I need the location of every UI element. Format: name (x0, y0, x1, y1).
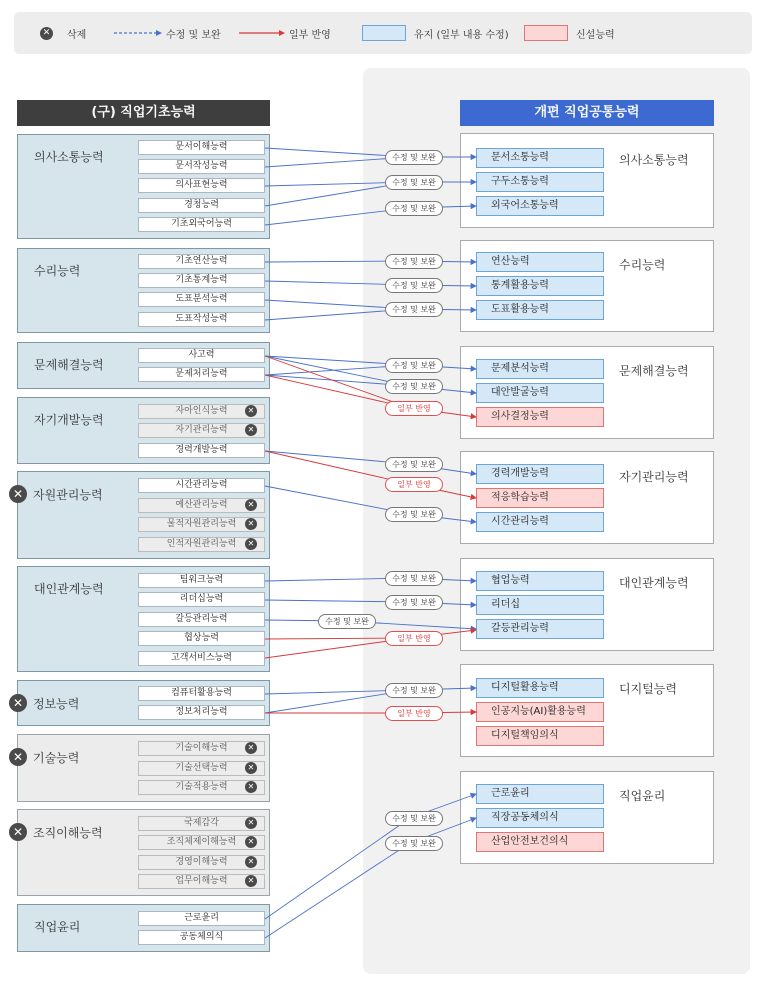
new-group-name: 직업윤리 (619, 789, 666, 803)
new-item-keep: 경력개발능력 (476, 464, 604, 484)
old-group-label: 조직이해능력 (33, 825, 103, 840)
new-item-keep: 직장공동체의식 (476, 808, 604, 828)
x-circle-icon: ✕ (245, 856, 257, 868)
new-item-keep: 구두소통능력 (476, 172, 604, 192)
old-item: 기초외국어능력 (138, 217, 265, 232)
x-circle-icon: ✕ (40, 27, 53, 40)
revise-pill: 수정 및 보완 (385, 507, 443, 522)
x-circle-icon: ✕ (245, 538, 257, 550)
new-item-keep: 문서소통능력 (476, 148, 604, 168)
old-item-label: 기술선택능력 (175, 763, 228, 773)
connector (265, 794, 476, 919)
revise-pill: 수정 및 보완 (385, 278, 443, 293)
new-group-name: 문제해결능력 (619, 364, 689, 378)
old-item-label: 자기관리능력 (175, 425, 228, 435)
revise-pill: 수정 및 보완 (318, 614, 376, 629)
new-header: 개편 직업공통능력 (460, 100, 714, 126)
old-item: 정보처리능력 (138, 705, 265, 720)
old-item: 리더십능력 (138, 592, 265, 607)
old-item-label: 기술적용능력 (175, 782, 228, 792)
old-group-label: 자원관리능력 (33, 487, 103, 502)
partial-pill: 일부 반영 (385, 631, 443, 646)
old-item: 문서작성능력 (138, 159, 265, 174)
old-group-name: 문제해결능력 (34, 358, 104, 372)
legend-new-label: 신설능력 (576, 29, 615, 41)
old-group-name: 수리능력 (34, 264, 81, 278)
old-item: 기초연산능력 (138, 254, 265, 269)
old-item: 팀워크능력 (138, 573, 265, 588)
connector (265, 630, 476, 639)
old-group-name: 직업윤리 (34, 920, 81, 934)
new-group-name: 의사소통능력 (619, 153, 689, 167)
x-circle-icon: ✕ (245, 405, 257, 417)
new-group-name: 대인관계능력 (619, 576, 689, 590)
old-header: (구) 직업기초능력 (17, 100, 270, 126)
legend-delete-label: 삭제 (67, 29, 87, 41)
revise-pill: 수정 및 보완 (385, 683, 443, 698)
revise-pill: 수정 및 보완 (385, 201, 443, 216)
legend-keep-label: 유지 (일부 내용 수정) (414, 29, 509, 41)
connector (265, 300, 476, 310)
revise-pill: 수정 및 보완 (385, 379, 443, 394)
old-item: 문제처리능력 (138, 367, 265, 382)
connector (265, 451, 476, 474)
old-item-label: 물적자원관리능력 (166, 519, 237, 529)
connector (265, 600, 476, 605)
new-item-new: 인공지능(AI)활용능력 (476, 702, 604, 722)
connector (265, 578, 476, 581)
new-item-keep: 통계활용능력 (476, 276, 604, 296)
x-circle-icon: ✕ (9, 823, 27, 841)
x-circle-icon: ✕ (9, 485, 27, 503)
new-item-keep: 대안발굴능력 (476, 383, 604, 403)
old-item: 갈등관리능력 (138, 612, 265, 627)
old-item: 경청능력 (138, 198, 265, 213)
old-item: 도표작성능력 (138, 312, 265, 327)
old-item: 공동체의식 (138, 930, 265, 945)
x-circle-icon: ✕ (245, 875, 257, 887)
new-group-name: 자기관리능력 (619, 470, 689, 484)
old-item: 기초통계능력 (138, 273, 265, 288)
connector (265, 356, 476, 393)
old-item: 근로윤리 (138, 911, 265, 926)
revise-pill: 수정 및 보완 (385, 358, 443, 373)
old-group-name: 대인관계능력 (34, 582, 104, 596)
partial-pill: 일부 반영 (385, 401, 443, 416)
old-item: 도표분석능력 (138, 292, 265, 307)
revise-pill: 수정 및 보완 (385, 175, 443, 190)
new-item-new: 디지털책임의식 (476, 726, 604, 746)
partial-connectors (265, 356, 476, 713)
new-item-keep: 디지털활용능력 (476, 678, 604, 698)
new-item-new: 의사결정능력 (476, 407, 604, 427)
old-item-label: 국제감각 (184, 818, 219, 828)
revise-pill: 수정 및 보완 (385, 302, 443, 317)
x-circle-icon: ✕ (9, 694, 27, 712)
connector (265, 688, 476, 694)
old-item-label: 인적자원관리능력 (166, 539, 237, 549)
legend-revise-label: 수정 및 보완 (166, 29, 221, 41)
old-item-label: 자아인식능력 (175, 406, 228, 416)
old-item: 의사표현능력 (138, 178, 265, 193)
new-group-name: 수리능력 (619, 258, 666, 272)
new-item-keep: 협업능력 (476, 571, 604, 591)
old-item: 컴퓨터활용능력 (138, 686, 265, 701)
new-item-keep: 리더십 (476, 595, 604, 615)
new-item-keep: 문제분석능력 (476, 359, 604, 379)
new-item-keep: 시간관리능력 (476, 512, 604, 532)
x-circle-icon: ✕ (245, 742, 257, 754)
old-group-label: 기술능력 (33, 750, 80, 765)
connector (265, 712, 476, 713)
x-circle-icon: ✕ (245, 817, 257, 829)
old-item-label: 경영이해능력 (175, 857, 228, 867)
connector (265, 261, 476, 262)
x-circle-icon: ✕ (245, 781, 257, 793)
revise-connectors (265, 148, 476, 938)
x-circle-icon: ✕ (245, 499, 257, 511)
revise-pill: 수정 및 보완 (385, 457, 443, 472)
connector (265, 356, 476, 417)
connector (265, 451, 476, 498)
new-group-name: 디지털능력 (619, 682, 677, 696)
revise-pill: 수정 및 보완 (385, 836, 443, 851)
new-item-keep: 근로윤리 (476, 784, 604, 804)
new-item-keep: 외국어소통능력 (476, 196, 604, 216)
connector (265, 206, 476, 225)
connector (265, 148, 476, 157)
old-item: 사고력 (138, 348, 265, 363)
old-item-label: 기술이해능력 (175, 743, 228, 753)
old-item: 고객서비스능력 (138, 651, 265, 666)
connector (265, 818, 476, 938)
old-item-label: 업무이해능력 (175, 876, 228, 886)
old-item: 문서이해능력 (138, 140, 265, 155)
revise-pill: 수정 및 보완 (385, 150, 443, 165)
connector (265, 281, 476, 286)
x-circle-icon: ✕ (245, 762, 257, 774)
x-circle-icon: ✕ (245, 424, 257, 436)
x-circle-icon: ✕ (9, 748, 27, 766)
old-group-name: 자기개발능력 (34, 413, 104, 427)
new-item-new: 산업안전보건의식 (476, 832, 604, 852)
partial-pill: 일부 반영 (385, 706, 443, 721)
old-group-name: 의사소통능력 (34, 150, 104, 164)
revise-pill: 수정 및 보완 (385, 571, 443, 586)
revise-pill: 수정 및 보완 (385, 811, 443, 826)
connector (265, 182, 476, 186)
revise-pill: 수정 및 보완 (385, 595, 443, 610)
new-item-keep: 갈등관리능력 (476, 619, 604, 639)
legend-partial-label: 일부 반영 (289, 29, 331, 41)
old-group-label: 정보능력 (33, 696, 80, 711)
revise-pill: 수정 및 보완 (385, 254, 443, 269)
new-item-new: 적응학습능력 (476, 488, 604, 508)
old-item: 경력개발능력 (138, 443, 265, 458)
old-item: 협상능력 (138, 631, 265, 646)
old-item: 시간관리능력 (138, 478, 265, 493)
x-circle-icon: ✕ (245, 836, 257, 848)
x-circle-icon: ✕ (245, 518, 257, 530)
old-item-label: 예산관리능력 (175, 500, 228, 510)
new-item-keep: 도표활용능력 (476, 300, 604, 320)
partial-pill: 일부 반영 (385, 477, 443, 492)
old-item-label: 조직체제이해능력 (166, 837, 237, 847)
new-item-keep: 연산능력 (476, 252, 604, 272)
